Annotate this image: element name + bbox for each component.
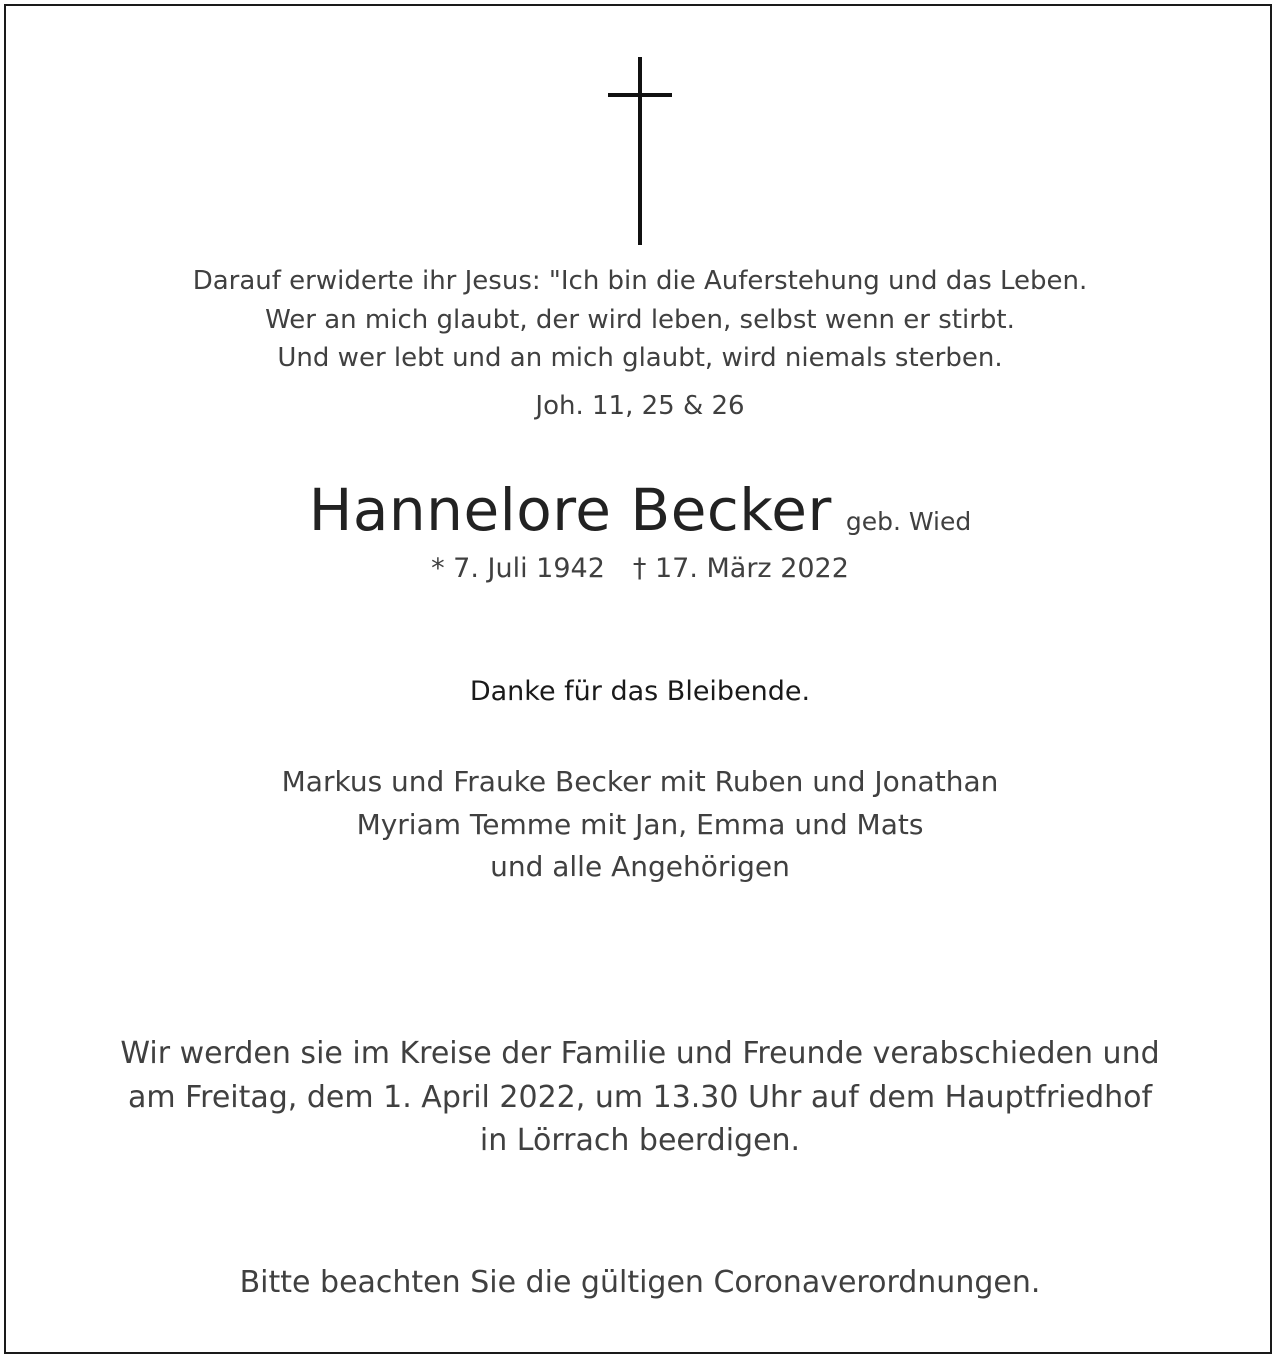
funeral-line-3: in Lörrach beerdigen. xyxy=(479,1123,801,1158)
mourner-line-3: und alle Angehörigen xyxy=(490,850,790,883)
verse-line-1: Darauf erwiderte ihr Jesus: "Ich bin die Auferstehung und das Leben. xyxy=(192,266,1088,296)
verse-line-2: Wer an mich glaubt, der wird leben, selbst wenn er stirbt. xyxy=(265,305,1015,335)
funeral-line-1: Wir werden sie im Kreise der Familie und Freunde verabschieden und xyxy=(120,1036,1160,1071)
thanks-heading: Danke für das Bleibende. xyxy=(469,676,811,707)
maiden-name: geb. Wied xyxy=(845,507,972,536)
cross-vertical-bar xyxy=(638,57,642,245)
death-date: † 17. März 2022 xyxy=(632,553,849,584)
verse-line-3: Und wer lebt und an mich glaubt, wird niemals sterben. xyxy=(277,343,1003,373)
cross-horizontal-bar xyxy=(608,93,672,97)
funeral-line-2: am Freitag, dem 1. April 2022, um 13.30 Uhr auf dem Hauptfriedhof xyxy=(127,1080,1153,1115)
corona-notice: Bitte beachten Sie die gültigen Coronaverordnungen. xyxy=(239,1265,1041,1300)
life-dates xyxy=(0,553,1280,584)
verse-reference: Joh. 11, 25 & 26 xyxy=(535,391,745,421)
mourner-line-2: Myriam Temme mit Jan, Emma und Mats xyxy=(356,808,924,841)
deceased-name: Hannelore Becker xyxy=(308,476,832,544)
birth-date: * 7. Juli 1942 xyxy=(431,553,605,584)
mourner-line-1: Markus und Frauke Becker mit Ruben und Jonathan xyxy=(281,765,999,798)
deceased-name-line xyxy=(0,470,1280,550)
